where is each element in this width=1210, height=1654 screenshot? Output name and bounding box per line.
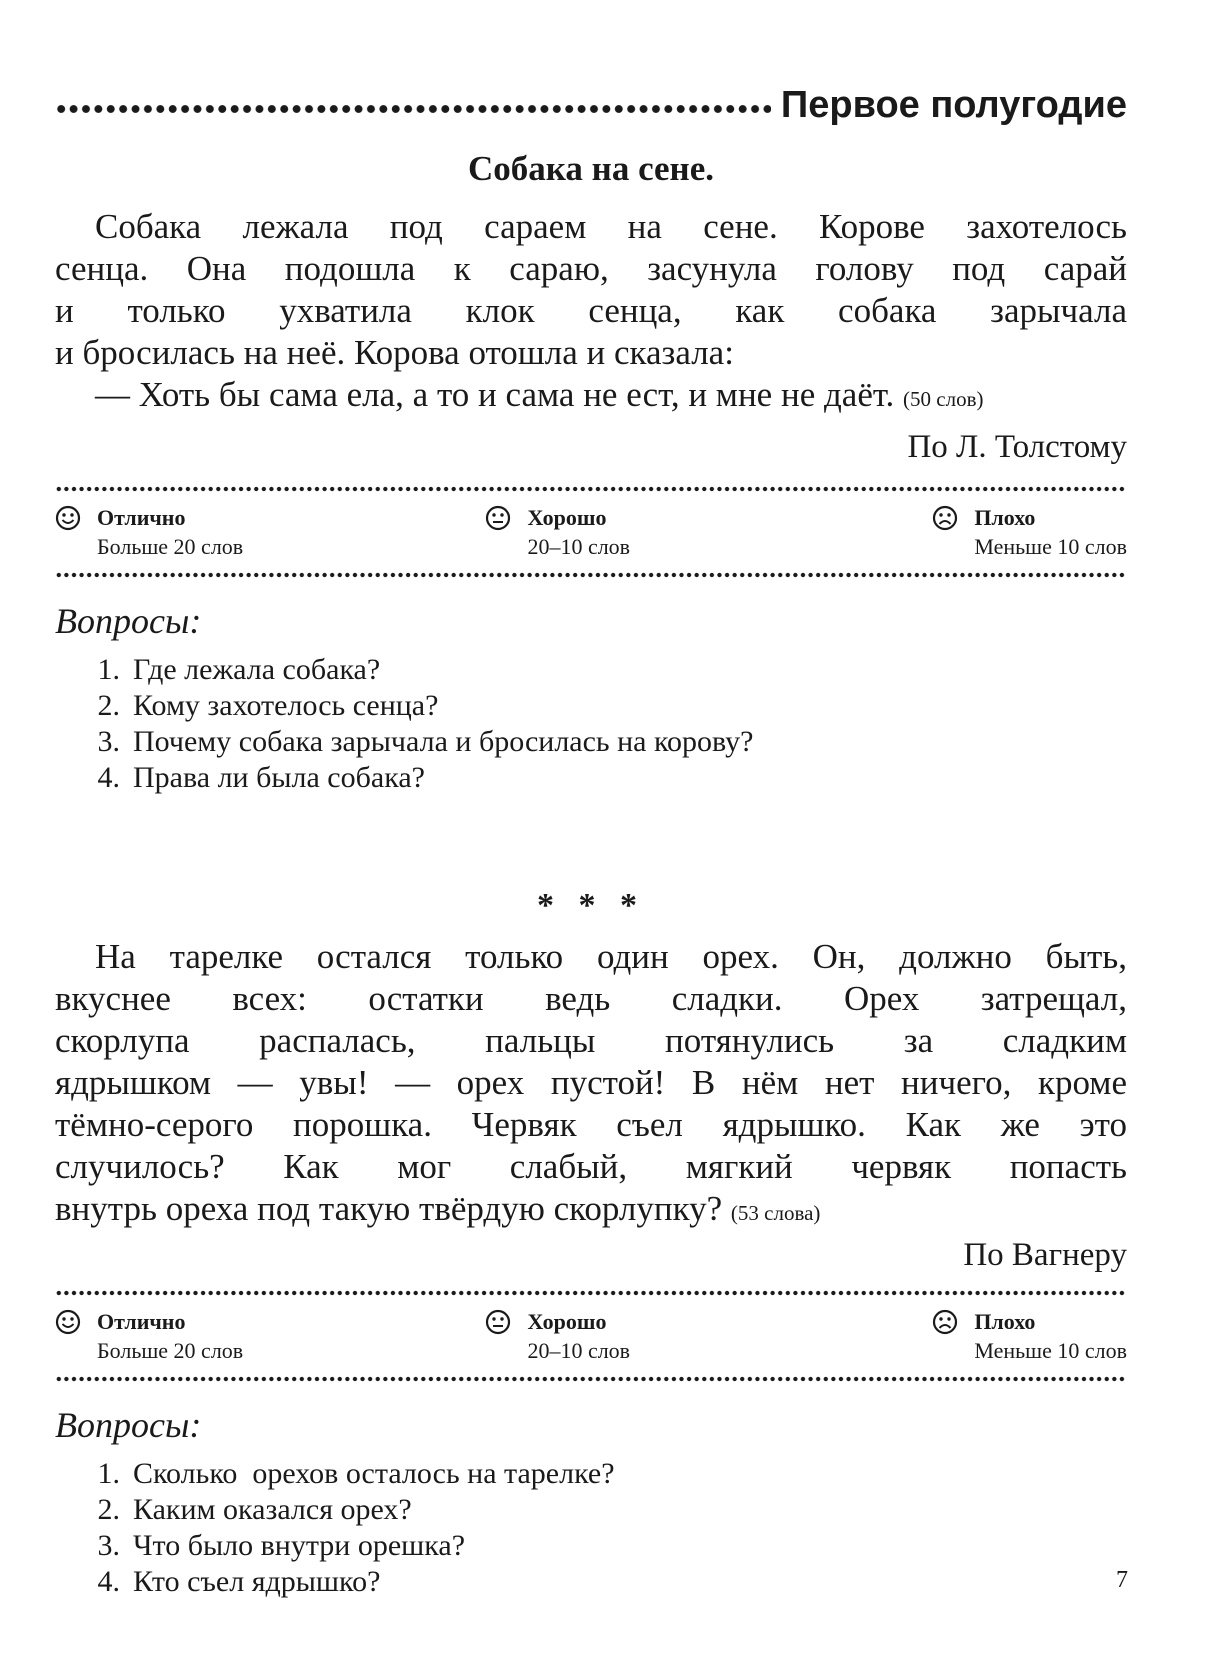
page <box>55 70 1127 1600</box>
rating-label: Плохо <box>974 505 1036 530</box>
question-text: Почему собака зарычала и бросилась на корову? <box>133 725 754 758</box>
rating-bad <box>932 1308 1127 1366</box>
story1-line: и только ухватила клок сенца, как собака зарычала <box>55 291 1127 330</box>
story1-word-count: (50 слов) <box>903 387 984 411</box>
story2-author: По Вагнеру <box>963 1237 1127 1273</box>
story1-dialog-text: — Хоть бы сама ела, а то и сама не ест, и мне не даёт. <box>95 375 895 414</box>
question-number: 4. <box>97 761 120 794</box>
question-item <box>55 1492 1127 1528</box>
section-separator: * * * <box>537 887 645 924</box>
smile-icon <box>55 1309 81 1335</box>
questions-list <box>55 652 1127 796</box>
section-header <box>55 70 1127 124</box>
question-number: 3. <box>97 725 120 758</box>
story1-line: и бросилась на неё. Корова отошла и сказала: <box>55 333 734 372</box>
story1-line: Собака лежала под сараем на сене. Корове захотелось <box>95 207 1127 246</box>
question-text: Где лежала собака? <box>133 653 381 686</box>
story2-line: тёмно-серого порошка. Червяк съел ядрышко. Как же это <box>55 1105 1127 1144</box>
rating-desc: 20–10 слов <box>527 1338 631 1363</box>
rating-row <box>55 1296 1127 1376</box>
question-text: Права ли была собака? <box>133 761 425 794</box>
question-number: 2. <box>97 1493 120 1526</box>
story2-line: скорлупа распалась, пальцы потянулись за сладким <box>55 1021 1127 1060</box>
story1-author: По Л. Толстому <box>907 429 1127 465</box>
rating-desc: Меньше 10 слов <box>974 1338 1127 1363</box>
question-item <box>55 652 1127 688</box>
rating-label: Отлично <box>97 1309 186 1334</box>
rating-excellent <box>55 504 243 562</box>
question-item <box>55 760 1127 796</box>
question-number: 3. <box>97 1529 120 1562</box>
rating-label: Хорошо <box>527 505 607 530</box>
neutral-face-icon <box>485 1309 511 1335</box>
question-number: 1. <box>97 653 120 686</box>
rating-good <box>485 504 630 562</box>
question-number: 2. <box>97 689 120 722</box>
sad-face-icon <box>932 505 958 531</box>
story2-word-count: (53 слова) <box>730 1201 821 1225</box>
rating-desc: Больше 20 слов <box>97 1338 244 1363</box>
rating-label: Плохо <box>974 1309 1036 1334</box>
story1-line: сенца. Она подошла к сараю, засунула голову под сарай <box>55 249 1127 288</box>
story2-line: внутрь ореха под такую твёрдую скорлупку? <box>55 1189 723 1228</box>
question-text: Что было внутри орешка? <box>133 1529 466 1562</box>
story2-line: вкуснее всех: остатки ведь сладки. Орех затрещал, <box>55 979 1127 1018</box>
question-text: Кому захотелось сенца? <box>133 689 439 722</box>
rating-label: Хорошо <box>527 1309 607 1334</box>
rating-desc: Меньше 10 слов <box>974 534 1127 559</box>
rating-desc: 20–10 слов <box>527 534 631 559</box>
question-item <box>55 1528 1127 1564</box>
question-number: 4. <box>97 1565 120 1598</box>
question-item <box>55 1564 1127 1600</box>
neutral-face-icon <box>485 505 511 531</box>
story2-paragraph <box>55 936 1127 1234</box>
story-title: Собака на сене. <box>467 149 715 188</box>
questions-heading: Вопросы: <box>55 1405 202 1445</box>
dotted-divider <box>55 1376 1127 1382</box>
dotted-divider <box>55 572 1127 578</box>
page-number: 7 <box>1116 1567 1128 1593</box>
rating-block <box>55 486 1127 578</box>
questions-list <box>55 1456 1127 1600</box>
story2-line: ядрышком — увы! — орех пустой! В нём нет ничего, кроме <box>55 1063 1127 1102</box>
story1-paragraph <box>55 206 1127 374</box>
header-dotted-leader <box>55 104 771 114</box>
story2-line: На тарелке остался только один орех. Он, должно быть, <box>95 937 1127 976</box>
rating-row <box>55 492 1127 572</box>
rating-block <box>55 1290 1127 1382</box>
sad-face-icon <box>932 1309 958 1335</box>
question-text: Каким оказался орех? <box>133 1493 412 1526</box>
question-item <box>55 724 1127 760</box>
rating-excellent <box>55 1308 243 1366</box>
questions-heading: Вопросы: <box>55 601 202 641</box>
story2-line: случилось? Как мог слабый, мягкий червяк попасть <box>55 1147 1127 1186</box>
question-item <box>55 688 1127 724</box>
story1-dialog <box>55 374 1127 420</box>
rating-label: Отлично <box>97 505 186 530</box>
question-item <box>55 1456 1127 1492</box>
rating-desc: Больше 20 слов <box>97 534 244 559</box>
question-text: Сколько орехов осталось на тарелке? <box>133 1457 615 1490</box>
section-title: Первое полугодие <box>780 84 1127 126</box>
rating-good <box>485 1308 630 1366</box>
question-text: Кто съел ядрышко? <box>133 1565 381 1598</box>
question-number: 1. <box>97 1457 120 1490</box>
rating-bad <box>932 504 1127 562</box>
story2-last-line <box>55 1188 1127 1234</box>
smile-icon <box>55 505 81 531</box>
